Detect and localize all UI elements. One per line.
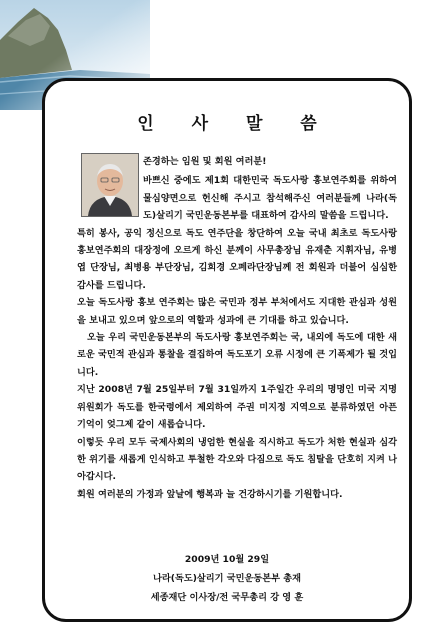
paragraph-3: 오늘 독도사랑 홍보 연주회는 많은 국민과 정부 부처에서도 지대한 관심과 성원을 보내고 있으며 앞으로의 역할과 성과에 큰 기대를 하고 있습니다. (77, 297, 397, 326)
message-frame (42, 78, 412, 622)
paragraph-5: 지난 2008년 7월 25일부터 7월 31일까지 1주일간 우리의 명명인 미국 지명위원회가 독도를 한국령에서 제외하여 주권 미지정 지역으로 분류하였던 아픈 기억이 엊그제 같이 새롭습니다. (77, 384, 397, 431)
date-line: 2009년 10월 29일 (184, 554, 270, 565)
signer-line: 세종재단 이사장/전 국무총리 강 영 훈 (150, 592, 304, 603)
message-body (77, 153, 397, 503)
paragraph-1: 바쁘신 중에도 제1회 대한민국 독도사랑 홍보연주회를 위하여 물심양면으로 헌신해 주시고 참석해주신 여러분들께 나라(독도)살리기 국민운동본부를 대표하여 감사의 말씀을 드립니다. (143, 175, 397, 222)
paragraph-4: 오늘 우리 국민운동본부의 독도사랑 홍보연주회는 국, 내외에 독도에 대한 새로운 국민적 관심과 통찰을 결집하여 독도포기 오류 시정에 큰 기폭제가 될 것입니다. (77, 332, 397, 378)
paragraph-2: 특히 봉사, 공익 정신으로 독도 연주단을 창단하여 오늘 국내 최초로 독도사랑 홍보연주회의 대장정에 오르게 하신 분께이 사무총장님 유재춘 지휘자님, 유병엽 단장님, 최병용 부단장님, 김희경 오페라단장님께 전 회원과 더불어 심심한 감사를 드립니다. (77, 227, 397, 291)
paragraph-7: 회원 여러분의 가정과 앞날에 행복과 늘 건강하시기를 기원합니다. (77, 488, 343, 500)
organization-line: 나라(독도)살리기 국민운동본부 총재 (153, 573, 301, 584)
greeting: 존경하는 임원 및 회원 여러분! (143, 156, 267, 167)
page-title: 인 사 말 씀 (137, 114, 333, 134)
paragraph-6: 이렇듯 우리 모두 국제사회의 냉엄한 현실을 직시하고 독도가 처한 현실과 심각한 위기를 새롭게 인식하고 투철한 각오와 다짐으로 독도 침탈을 단호히 지켜 나아갑시다. (77, 436, 397, 483)
